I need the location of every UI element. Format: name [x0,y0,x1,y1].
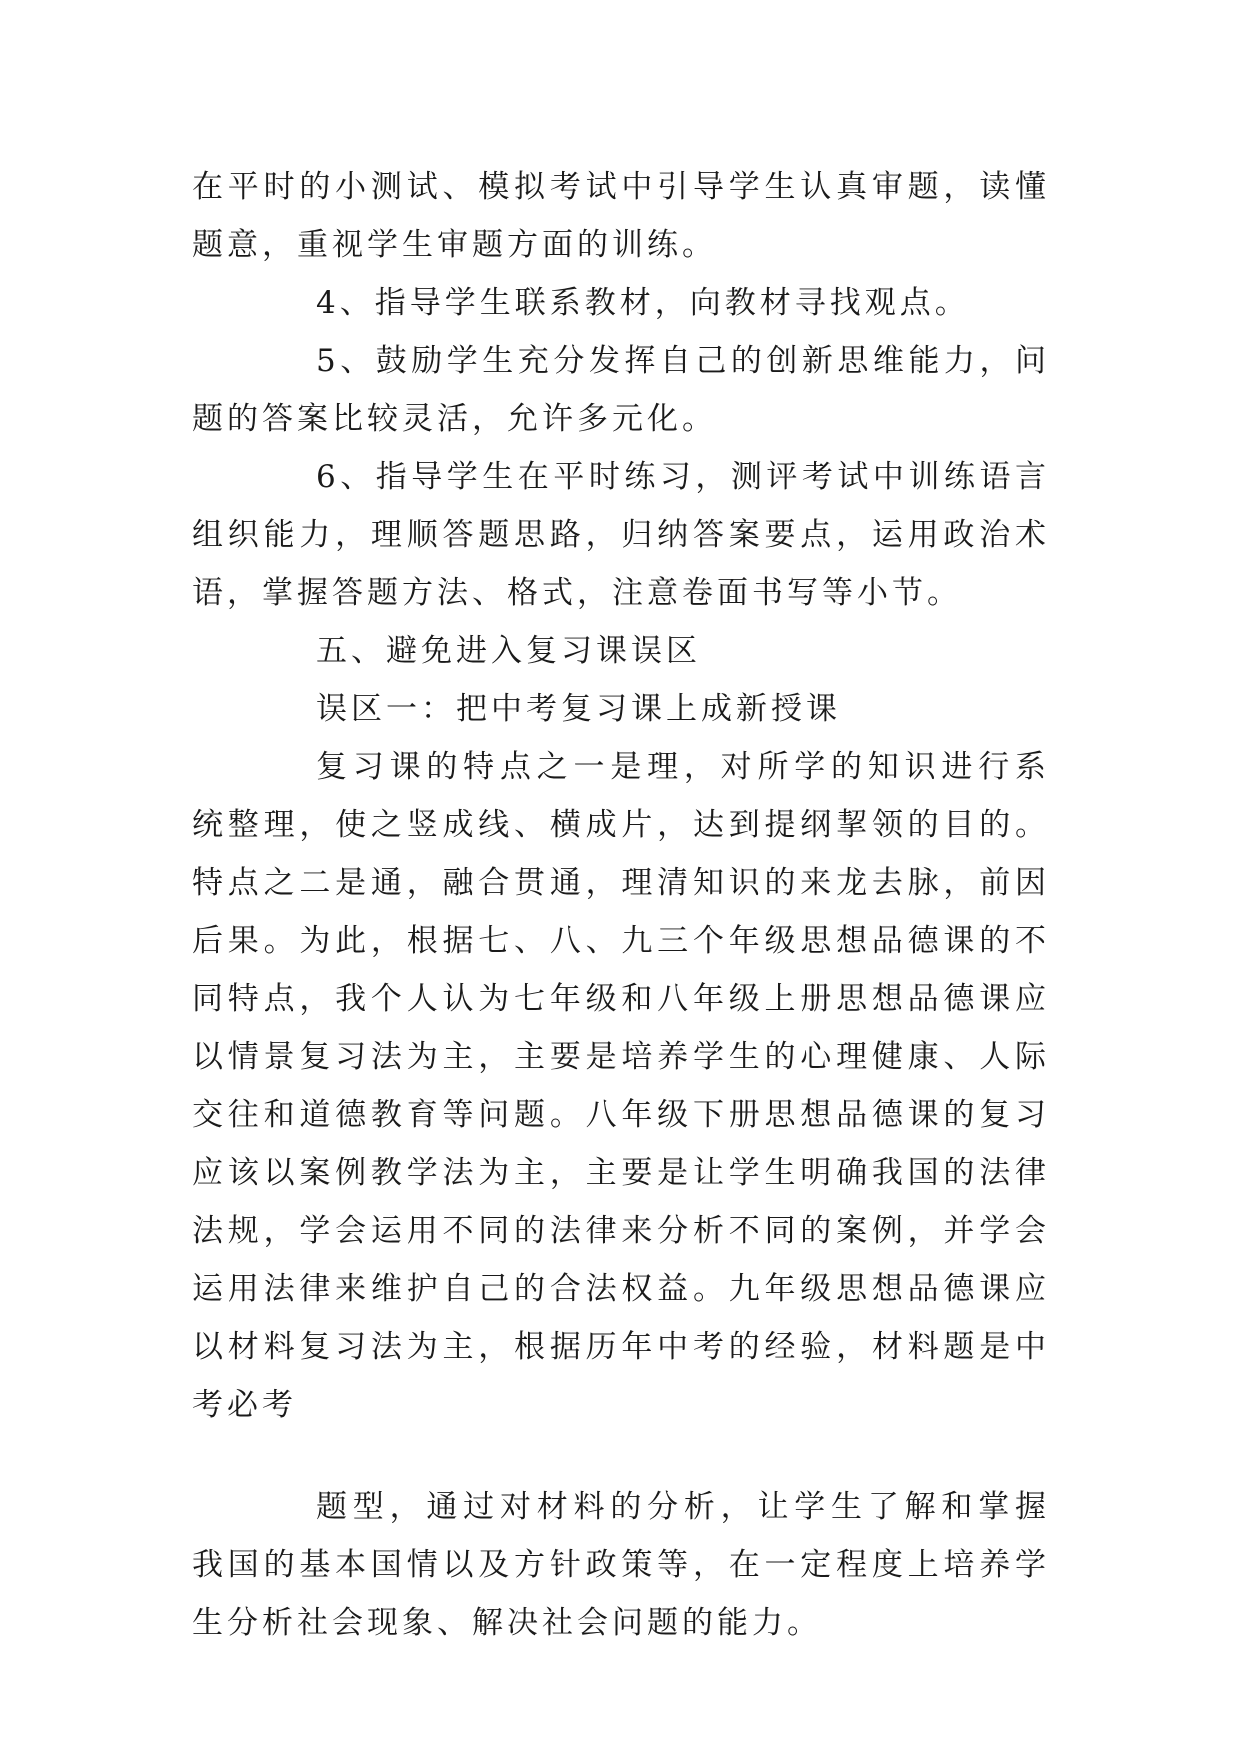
paragraph-review-features: 复习课的特点之一是理，对所学的知识进行系统整理，使之竖成线、横成片，达到提纲挈领的目的。特点之二是通，融合贯通，理清知识的来龙去脉，前因后果。为此，根据七、八、九三个年级思想品德课的不同特点，我个人认为七年级和八年级上册思想品德课应以情景复习法为主，主要是培养学生的心理健康、人际交往和道德教育等问题。八年级下册思想品德课的复习应该以案例教学法为主，主要是让学生明确我国的法律法规，学会运用不同的法律来分析不同的案例，并学会运用法律来维护自己的合法权益。九年级思想品德课应以材料复习法为主，根据历年中考的经验，材料题是中考必考 [192,749,1050,1423]
paragraph-material-analysis: 题型，通过对材料的分析，让学生了解和掌握我国的基本国情以及方针政策等，在一定程度上培养学生分析社会现象、解决社会问题的能力。 [192,1489,1050,1641]
document-page [192,158,1050,1652]
paragraph-point-4: 4、指导学生联系教材，向教材寻找观点。 [316,285,970,321]
paragraph-point-6: 6、指导学生在平时练习，测评考试中训练语言组织能力，理顺答题思路，归纳答案要点，运用政治术语，掌握答题方法、格式，注意卷面书写等小节。 [192,459,1050,611]
section-heading: 五、避免进入复习课误区 [316,633,701,669]
paragraph-point-5: 5、鼓励学生充分发挥自己的创新思维能力，问题的答案比较灵活，允许多元化。 [192,343,1050,437]
paragraph-continuation: 在平时的小测试、模拟考试中引导学生认真审题，读懂题意，重视学生审题方面的训练。 [192,169,1050,263]
subsection-heading: 误区一：把中考复习课上成新授课 [316,691,841,727]
